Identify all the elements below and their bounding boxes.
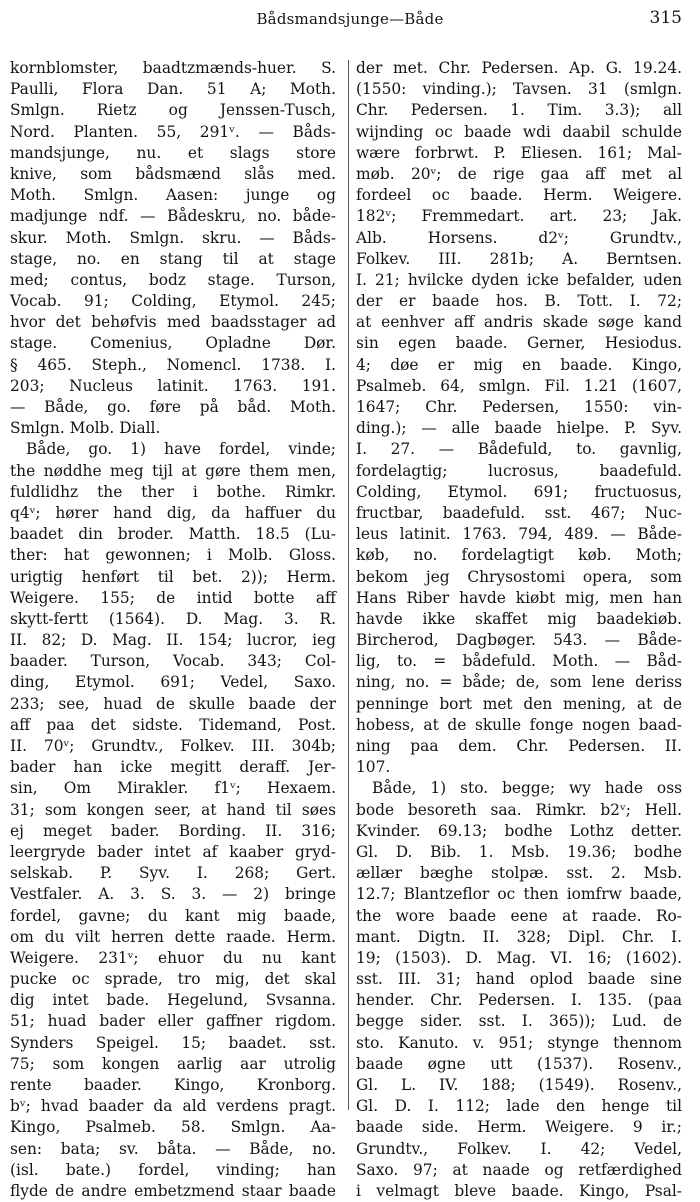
left-column-line: selskab. P. Syv. I. 268; Gert. bbox=[10, 864, 336, 883]
left-column-line: flyde de andre embetzmend staar baade bbox=[10, 1181, 336, 1200]
right-column bbox=[356, 58, 682, 1200]
right-column-line: hender. Chr. Pedersen. I. 135. (paa bbox=[356, 991, 682, 1010]
left-column-line: 75; som kongen aarlig aar utrolig bbox=[10, 1054, 336, 1073]
left-column-line: 233; see, huad de skulle baade der bbox=[10, 694, 336, 713]
right-column-line: begge sider. sst. I. 365)); Lud. de bbox=[356, 1012, 682, 1031]
left-column-line: Både, go. 1) have fordel, vinde; bbox=[26, 440, 336, 459]
left-column-line: hvor det behøfvis med baadsstager ad bbox=[10, 313, 336, 332]
left-column-line: sin, Om Mirakler. f1ᵛ; Hexaem. bbox=[10, 779, 336, 798]
left-column-line: leergryde bader intet af kaaber gryd- bbox=[10, 842, 336, 861]
right-column-line: der met. Chr. Pedersen. Ap. G. 19.24. bbox=[356, 59, 682, 77]
column-divider bbox=[348, 60, 349, 1110]
left-column-line: 51; huad bader eller gaffner rigdom. bbox=[10, 1012, 336, 1031]
right-column-line: ning paa dem. Chr. Pedersen. II. bbox=[356, 737, 682, 755]
left-column-line: stage, no. en stang til at stage bbox=[10, 249, 336, 268]
text-columns bbox=[10, 58, 692, 1200]
right-column-line: Hans Riber havde kiøbt mig, men han bbox=[356, 588, 682, 607]
left-column-line: ej meget bader. Bording. II. 316; bbox=[10, 821, 336, 840]
left-column-line: II. 82; D. Mag. II. 154; lucror, ieg bbox=[10, 631, 336, 650]
right-column-line: 12.7; Blantzeflor oc then iomfrw baade, bbox=[356, 885, 682, 904]
right-column-line: Bircherod, Dagbøger. 543. — Både- bbox=[356, 631, 682, 650]
right-column-line: hobess, at de skulle fonge nogen baad- bbox=[356, 715, 682, 734]
left-column-line: (isl. bate.) fordel, vinding; han bbox=[10, 1160, 336, 1179]
left-column-line: med; contus, bodz stage. Turson, bbox=[10, 270, 336, 289]
left-column-line: dig intet bade. Hegelund, Svsanna. bbox=[10, 991, 336, 1010]
right-column-line: (1550: vinding.); Tavsen. 31 (smlgn. bbox=[356, 80, 682, 99]
right-column-line: Saxo. 97; at naade og retfærdighed bbox=[356, 1160, 682, 1179]
right-column-line: wære forbrwt. P. Eliesen. 161; Mal- bbox=[356, 143, 682, 162]
right-column-line: bekom jeg Chrysostomi opera, som bbox=[356, 567, 682, 586]
right-column-line: Folkev. III. 281b; A. Berntsen. bbox=[356, 249, 682, 268]
left-column-line: pucke oc sprade, tro mig, det skal bbox=[10, 970, 336, 989]
right-column-line: Gl. L. IV. 188; (1549). Rosenv., bbox=[356, 1076, 682, 1094]
right-column-line: Alb. Horsens. d2ᵛ; Grundtv., bbox=[356, 228, 682, 247]
right-column-line: køb, no. fordelagtigt køb. Moth; bbox=[356, 546, 682, 565]
left-column-line: urigtig henført til bet. 2)); Herm. bbox=[10, 567, 336, 586]
left-column-line: skur. Moth. Smlgn. skru. — Båds- bbox=[10, 228, 336, 247]
right-column-line: I. 27. — Bådefuld, to. gavnlig, bbox=[356, 440, 682, 459]
left-column-line: sen: bata; sv. båta. — Både, no. bbox=[10, 1139, 336, 1158]
left-column-line: the nøddhe meg tijl at gøre them men, bbox=[10, 461, 336, 480]
left-column-line: stage. Comenius, Opladne Dør. bbox=[10, 334, 336, 353]
right-column-line: 107. bbox=[356, 758, 391, 777]
left-column-line: Weigere. 155; de intid botte aff bbox=[10, 588, 336, 607]
right-column-line: fordeel oc baade. Herm. Weigere. bbox=[356, 186, 682, 205]
left-column-line: Moth. Smlgn. Aasen: junge og bbox=[10, 186, 336, 205]
right-column-line: 19; (1503). D. Mag. VI. 16; (1602). bbox=[356, 948, 682, 967]
left-column-line: q4ᵛ; hører hand dig, da haffuer du bbox=[10, 503, 336, 522]
right-column-line: 1647; Chr. Pedersen, 1550: vin- bbox=[356, 398, 682, 416]
page-header bbox=[0, 0, 700, 40]
right-column-line: Kvinder. 69.13; bodhe Lothz detter. bbox=[356, 821, 682, 840]
left-column-line: — Både, go. føre på båd. Moth. bbox=[10, 398, 336, 416]
left-column-line: fuldlidhz the ther i bothe. Rimkr. bbox=[10, 482, 336, 501]
right-column-line: Colding, Etymol. 691; fructuosus, bbox=[356, 482, 682, 501]
right-column-line: baade øgne utt (1537). Rosenv., bbox=[356, 1054, 682, 1073]
right-column-line: Gl. D. I. 112; lade den henge til bbox=[356, 1097, 682, 1116]
left-column-line: Vestfaler. A. 3. S. 3. — 2) bringe bbox=[10, 885, 336, 904]
left-column-line: 31; som kongen seer, at hand til søes bbox=[10, 800, 336, 819]
left-column-line: skytt-fertt (1564). D. Mag. 3. R. bbox=[10, 609, 336, 628]
left-column-line: 203; Nucleus latinit. 1763. 191. bbox=[10, 376, 336, 395]
left-column-line: fordel, gavne; du kant mig baade, bbox=[10, 906, 336, 925]
left-column-line: Paulli, Flora Dan. 51 A; Moth. bbox=[10, 80, 336, 99]
right-column-line: at eenhver aff andris skade søge kand bbox=[356, 313, 682, 332]
left-column-line: aff paa det sidste. Tidemand, Post. bbox=[10, 715, 336, 734]
right-column-line: I. 21; hvilcke dyden icke befalder, uden bbox=[356, 270, 682, 289]
right-column-line: fructbar, baadefuld. sst. 467; Nuc- bbox=[356, 503, 682, 522]
right-column-line: bode besoreth saa. Rimkr. b2ᵛ; Hell. bbox=[356, 800, 682, 819]
left-column-line: Smlgn. Rietz og Jenssen-Tusch, bbox=[10, 101, 336, 120]
left-column-line: Synders Speigel. 15; baadet. sst. bbox=[10, 1033, 336, 1052]
right-column-line: ning, no. = både; de, som lene deriss bbox=[356, 673, 682, 692]
right-column-line: sst. III. 31; hand oplod baade sine bbox=[356, 970, 682, 989]
left-column-line: bᵛ; hvad baader da ald verdens pragt. bbox=[10, 1097, 336, 1116]
left-column-line: Weigere. 231ᵛ; ehuor du nu kant bbox=[10, 948, 336, 967]
right-column-line: havde ikke skaffet mig baadekiøb. bbox=[356, 609, 682, 628]
left-column-line: om du vilt herren dette raade. Herm. bbox=[10, 927, 336, 946]
right-column-line: 4; døe er mig en baade. Kingo, bbox=[356, 355, 682, 374]
right-column-line: ællær bæghe stolpæ. sst. 2. Msb. bbox=[356, 864, 682, 883]
left-column-line: II. 70ᵛ; Grundtv., Folkev. III. 304b; bbox=[10, 737, 336, 755]
right-column-line: Grundtv., Folkev. I. 42; Vedel, bbox=[356, 1139, 682, 1158]
right-column-line: Både, 1) sto. begge; wy hade oss bbox=[372, 779, 682, 798]
right-column-line: fordelagtig; lucrosus, baadefuld. bbox=[356, 461, 682, 480]
right-column-line: Psalmeb. 64, smlgn. Fil. 1.21 (1607, bbox=[356, 376, 682, 395]
right-column-line: lig, to. = bådefuld. Moth. — Båd- bbox=[356, 652, 682, 671]
right-column-line: Gl. D. Bib. 1. Msb. 19.36; bodhe bbox=[356, 842, 682, 861]
right-column-line: the wore baade eene at raade. Ro- bbox=[356, 906, 682, 925]
left-column-line: ding, Etymol. 691; Vedel, Saxo. bbox=[10, 673, 336, 692]
left-column-line: § 465. Steph., Nomencl. 1738. I. bbox=[10, 355, 336, 374]
right-column-line: i velmagt bleve baade. Kingo, Psal- bbox=[356, 1181, 682, 1200]
right-column-line: penninge bort met den mening, at de bbox=[356, 694, 682, 713]
right-column-line: der er baade hos. B. Tott. I. 72; bbox=[356, 292, 682, 311]
left-column-line: madjunge ndf. — Bådeskru, no. både- bbox=[10, 207, 336, 226]
left-column-line: rente baader. Kingo, Kronborg. bbox=[10, 1076, 336, 1094]
left-column-line: baadet din broder. Matth. 18.5 (Lu- bbox=[10, 525, 336, 544]
left-column-line: Smlgn. Molb. Diall. bbox=[10, 419, 161, 438]
right-column-line: ding.); — alle baade hielpe. P. Syv. bbox=[356, 419, 682, 438]
left-column-line: knive, som bådsmænd slås med. bbox=[10, 164, 336, 183]
left-column-line: kornblomster, baadtzmænds-huer. S. bbox=[10, 59, 336, 77]
right-column-line: leus latinit. 1763. 794, 489. — Både- bbox=[356, 525, 682, 544]
left-column-line: Nord. Planten. 55, 291ᵛ. — Båds- bbox=[10, 122, 336, 141]
running-head: Bådsmandsjunge—Både bbox=[256, 10, 444, 28]
right-column-line: wijnding oc baade wdi daabil schulde bbox=[356, 122, 682, 141]
left-column-line: bader han icke megitt deraff. Jer- bbox=[10, 758, 336, 777]
page-number: 315 bbox=[649, 8, 682, 28]
left-column-line: baader. Turson, Vocab. 343; Col- bbox=[10, 652, 336, 671]
left-column bbox=[10, 58, 336, 1200]
left-column-line: Vocab. 91; Colding, Etymol. 245; bbox=[10, 292, 336, 311]
right-column-line: møb. 20ᵛ; de rige gaa aff met al bbox=[356, 164, 682, 183]
left-column-line: ther: hat gewonnen; i Molb. Gloss. bbox=[10, 546, 336, 565]
left-column-line: Kingo, Psalmeb. 58. Smlgn. Aa- bbox=[10, 1118, 336, 1137]
right-column-line: sto. Kanuto. v. 951; stynge thennom bbox=[356, 1033, 682, 1052]
right-column-line: mant. Digtn. II. 328; Dipl. Chr. I. bbox=[356, 927, 682, 946]
right-column-line: Chr. Pedersen. 1. Tim. 3.3); all bbox=[356, 101, 682, 120]
right-column-line: baade side. Herm. Weigere. 9 ir.; bbox=[356, 1118, 682, 1137]
right-column-line: sin egen baade. Gerner, Hesiodus. bbox=[356, 334, 682, 353]
right-column-line: 182ᵛ; Fremmedart. art. 23; Jak. bbox=[356, 207, 682, 226]
left-column-line: mandsjunge, nu. et slags store bbox=[10, 143, 336, 162]
